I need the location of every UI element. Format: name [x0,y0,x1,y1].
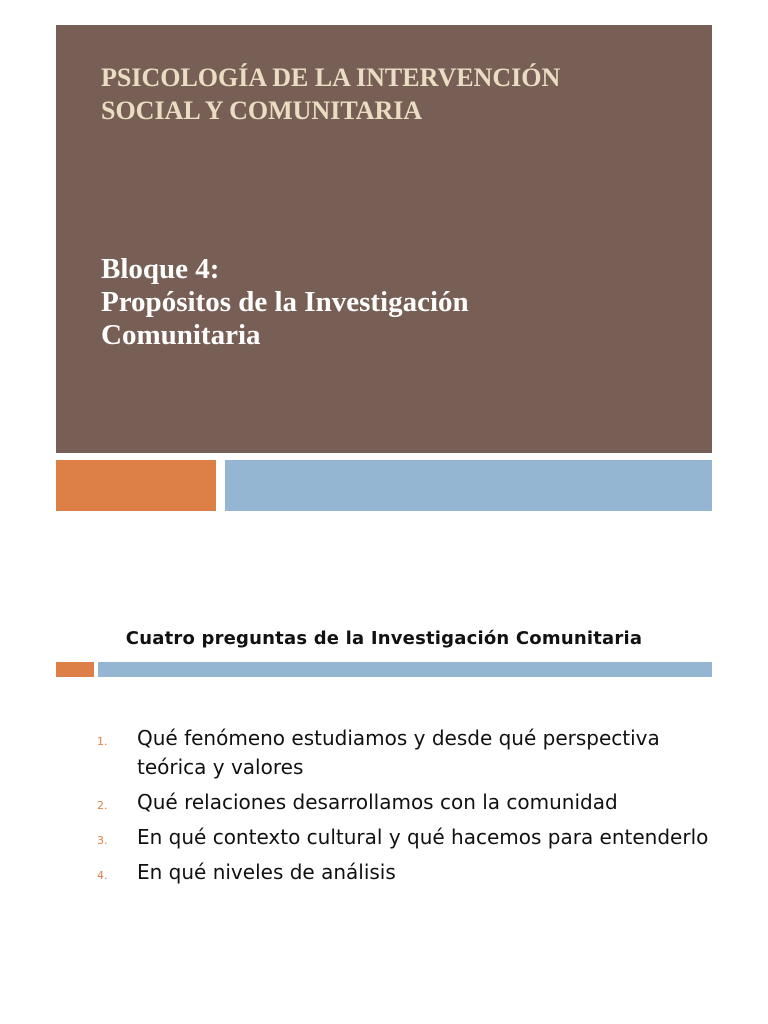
list-item-number: 4. [97,869,108,882]
questions-list [56,724,712,893]
bloque-title-line: Bloque 4: [101,253,220,285]
slide-heading: Cuatro preguntas de la Investigación Comunitaria [125,628,643,649]
accent-bar-blue [225,460,712,511]
bloque-title-line: Comunitaria [101,319,261,351]
list-item-number: 2. [97,799,108,812]
list-item [56,788,712,817]
list-item-number: 1. [97,735,108,748]
list-item-text: En qué contexto cultural y qué hacemos para entenderlo [137,825,709,849]
list-item [56,823,712,852]
list-item [56,724,712,782]
divider-blue [98,662,712,677]
list-item-text: Qué fenómeno estudiamos y desde qué perspectiva teórica y valores [137,726,660,779]
divider-orange [56,662,94,677]
list-item [56,858,712,887]
list-item-number: 3. [97,834,108,847]
list-item-text: En qué niveles de análisis [137,860,396,884]
bloque-title-line: Propósitos de la Investigación [101,286,469,318]
course-title: PSICOLOGÍA DE LA INTERVENCIÓN SOCIAL Y COMUNITARIA [101,63,561,125]
list-item-text: Qué relaciones desarrollamos con la comunidad [137,790,618,814]
bloque-title [101,253,691,352]
accent-bar-orange [56,460,216,511]
title-slide-panel [56,25,712,453]
